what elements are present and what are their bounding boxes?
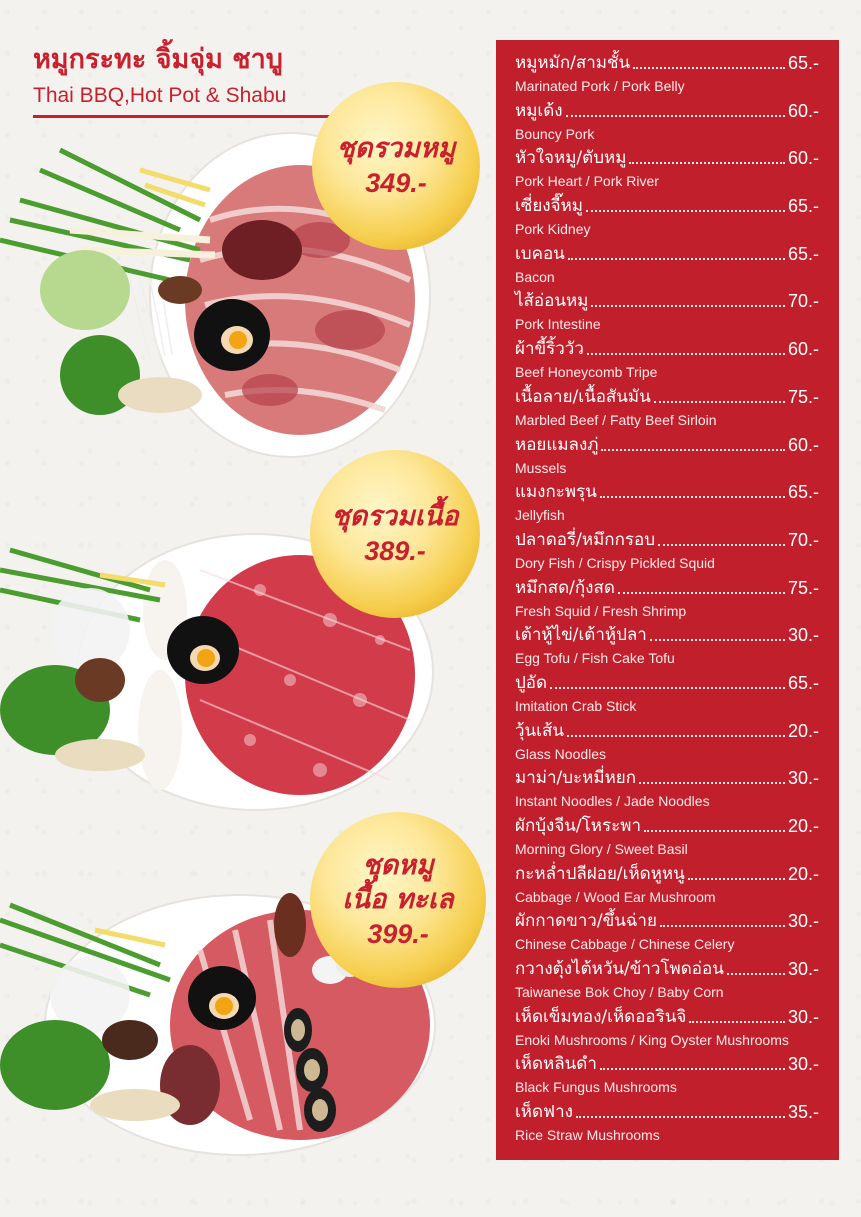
item-price: 70.- — [787, 529, 819, 550]
item-name-thai: เห็ดเข็มทอง/เห็ดออรินจิ — [515, 1006, 687, 1027]
dot-leader — [660, 925, 785, 927]
menu-item — [515, 145, 819, 193]
item-price: 60.- — [787, 434, 819, 455]
item-name-english: Instant Noodles / Jade Noodles — [515, 793, 710, 810]
item-price: 60.- — [787, 339, 819, 360]
item-name-english: Egg Tofu / Fish Cake Tofu — [515, 650, 675, 667]
item-name-thai: หมูเด้ง — [515, 100, 563, 121]
item-name-english: Pork Intestine — [515, 316, 601, 333]
item-name-thai: วุ้นเส้น — [515, 720, 564, 741]
dot-leader — [618, 592, 785, 594]
menu-item-line — [515, 336, 819, 360]
item-price: 20.- — [787, 720, 819, 741]
item-name-thai: ปูอัด — [515, 672, 548, 693]
item-name-thai: หอยแมลงภู่ — [515, 434, 599, 455]
item-name-english: Black Fungus Mushrooms — [515, 1079, 677, 1096]
item-name-english: Chinese Cabbage / Chinese Celery — [515, 936, 735, 953]
set-badge-combo — [310, 812, 486, 988]
item-name-english: Morning Glory / Sweet Basil — [515, 841, 688, 857]
item-price: 70.- — [787, 291, 819, 312]
dot-leader — [689, 1021, 785, 1023]
menu-item — [515, 193, 819, 241]
menu-item — [515, 50, 819, 98]
menu-item-line — [515, 241, 819, 265]
menu-item — [515, 1004, 819, 1052]
menu-item-line — [515, 50, 819, 74]
item-name-thai: ไส้อ่อนหมู — [515, 291, 589, 312]
item-name-thai: มาม่า/บะหมี่หยก — [515, 768, 637, 789]
menu-item-line — [515, 575, 819, 599]
menu-item — [515, 861, 819, 909]
item-name-thai: ผักบุ้งจีน/โหระพา — [515, 816, 642, 836]
menu-item — [515, 241, 819, 289]
item-name-thai: เบคอน — [515, 243, 565, 264]
item-price: 65.- — [787, 672, 819, 693]
set-badge-pork — [312, 82, 480, 250]
menu-item — [515, 479, 819, 527]
menu-item — [515, 765, 819, 813]
dot-leader — [633, 67, 785, 69]
item-name-english: Dory Fish / Crispy Pickled Squid — [515, 554, 715, 571]
menu-item-line — [515, 288, 819, 312]
item-name-english: Marinated Pork / Pork Belly — [515, 78, 685, 94]
menu-item-line — [515, 479, 819, 503]
menu-item-line — [515, 1051, 819, 1075]
item-name-thai: แมงกะพรุน — [515, 482, 597, 503]
item-price: 65.- — [787, 53, 819, 73]
dot-leader — [629, 162, 785, 164]
page-subtitle: Thai BBQ,Hot Pot & Shabu — [33, 84, 287, 107]
item-name-thai: ปลาดอรี่/หมึกกรอบ — [515, 529, 655, 550]
item-name-thai: เต้าหู้ไข่/เต้าหู้ปลา — [515, 625, 647, 646]
item-name-english: Rice Straw Mushrooms — [515, 1127, 660, 1144]
dot-leader — [586, 210, 785, 212]
menu-item-line — [515, 813, 819, 837]
item-name-english: Taiwanese Bok Choy / Baby Corn — [515, 984, 724, 1001]
item-name-thai: เห็ดฟาง — [515, 1102, 573, 1123]
menu-item — [515, 288, 819, 336]
menu-item-line — [515, 98, 819, 122]
menu-item-line — [515, 193, 819, 217]
menu-item-line — [515, 145, 819, 169]
dot-leader — [658, 544, 785, 546]
dot-leader — [654, 401, 785, 403]
item-name-thai: เนื้อลาย/เนื้อสันมัน — [515, 386, 651, 407]
dot-leader — [550, 687, 785, 689]
set-name: ชุดหมู — [362, 850, 434, 881]
item-price: 75.- — [787, 577, 819, 598]
item-name-thai: กะหล่ำปลีฝอย/เห็ดหูหนู — [515, 863, 685, 884]
dot-leader — [591, 305, 785, 307]
item-price: 65.- — [787, 196, 819, 217]
menu-item — [515, 384, 819, 432]
set-name: เนื้อ ทะเล — [342, 884, 454, 915]
item-name-thai: หัวใจหมู/ตับหมู — [515, 148, 627, 169]
menu-item-line — [515, 670, 819, 694]
menu-item-line — [515, 1004, 819, 1028]
item-price: 30.- — [787, 1006, 819, 1027]
menu-item-line — [515, 908, 819, 932]
dot-leader — [567, 735, 785, 737]
menu-item — [515, 622, 819, 670]
menu-item — [515, 956, 819, 1004]
set-badge-beef — [310, 450, 480, 618]
menu-item — [515, 813, 819, 861]
item-price: 75.- — [787, 386, 819, 407]
dot-leader — [688, 878, 785, 880]
item-name-english: Bacon — [515, 268, 555, 285]
item-price: 30.- — [787, 911, 819, 932]
item-name-english: Bouncy Pork — [515, 125, 595, 142]
dot-leader — [568, 258, 785, 260]
menu-item-line — [515, 1099, 819, 1123]
item-name-english: Enoki Mushrooms / King Oyster Mushrooms — [515, 1031, 789, 1048]
dot-leader — [650, 639, 785, 641]
item-name-english: Beef Honeycomb Tripe — [515, 364, 658, 381]
item-name-english: Pork Kidney — [515, 221, 591, 238]
menu-item — [515, 336, 819, 384]
item-name-english: Mussels — [515, 459, 567, 476]
title-underline — [33, 115, 335, 118]
menu-item-line — [515, 384, 819, 408]
set-price: 389.- — [364, 536, 426, 566]
menu-item — [515, 1099, 819, 1147]
menu-item-line — [515, 527, 819, 551]
menu-item-line — [515, 861, 819, 885]
menu-item — [515, 575, 819, 623]
menu-item-line — [515, 432, 819, 456]
item-price: 35.- — [787, 1102, 819, 1123]
item-name-thai: กวางตุ้งไต้หวัน/ข้าวโพดอ่อน — [515, 959, 724, 980]
page-title: หมูกระทะ จิ้มจุ่ม ชาบู — [33, 44, 283, 75]
item-name-english: Cabbage / Wood Ear Mushroom — [515, 888, 716, 905]
menu-item — [515, 527, 819, 575]
item-name-thai: เห็ดหลินดำ — [515, 1054, 597, 1075]
dot-leader — [600, 496, 785, 498]
item-name-english: Imitation Crab Stick — [515, 697, 637, 714]
item-price: 30.- — [787, 959, 819, 980]
set-price: 399.- — [367, 919, 429, 949]
item-price: 30.- — [787, 625, 819, 646]
item-price: 30.- — [787, 1054, 819, 1075]
item-name-english: Glass Noodles — [515, 745, 607, 762]
item-name-english: Marbled Beef / Fatty Beef Sirloin — [515, 411, 717, 428]
dot-leader — [644, 830, 785, 832]
dot-leader — [566, 115, 785, 117]
item-price: 30.- — [787, 768, 819, 789]
dot-leader — [727, 973, 785, 975]
item-price: 65.- — [787, 243, 819, 264]
item-name-english: Pork Heart / Pork River — [515, 173, 659, 190]
set-price: 349.- — [365, 168, 427, 198]
item-price: 20.- — [787, 816, 819, 836]
item-name-english: Jellyfish — [515, 507, 565, 524]
dot-leader — [600, 1068, 785, 1070]
item-name-thai: หมึกสด/กุ้งสด — [515, 577, 615, 598]
ala-carte-menu — [496, 40, 839, 1160]
item-price: 20.- — [787, 863, 819, 884]
set-name: ชุดรวมหมู — [336, 133, 456, 164]
dot-leader — [576, 1116, 785, 1118]
set-name: ชุดรวมเนื้อ — [331, 501, 459, 532]
menu-item — [515, 670, 819, 718]
menu-item — [515, 98, 819, 146]
menu-item-line — [515, 956, 819, 980]
item-price: 60.- — [787, 100, 819, 121]
item-name-thai: หมูหมัก/สามชั้น — [515, 53, 631, 73]
item-name-english: Fresh Squid / Fresh Shrimp — [515, 602, 687, 619]
menu-item — [515, 908, 819, 956]
item-price: 60.- — [787, 148, 819, 169]
item-name-thai: เซี่ยงจี๊หมู — [515, 196, 583, 217]
menu-item-line — [515, 718, 819, 742]
menu-item — [515, 432, 819, 480]
menu-item-line — [515, 622, 819, 646]
item-price: 65.- — [787, 482, 819, 503]
dot-leader — [601, 449, 785, 451]
dot-leader — [587, 353, 785, 355]
menu-item — [515, 1051, 819, 1099]
item-name-thai: ผ้าขี้ริ้ววัว — [515, 339, 584, 360]
item-name-thai: ผักกาดขาว/ขึ้นฉ่าย — [515, 911, 657, 932]
menu-header — [33, 40, 338, 118]
menu-item — [515, 718, 819, 766]
dot-leader — [639, 782, 785, 784]
menu-item-line — [515, 765, 819, 789]
